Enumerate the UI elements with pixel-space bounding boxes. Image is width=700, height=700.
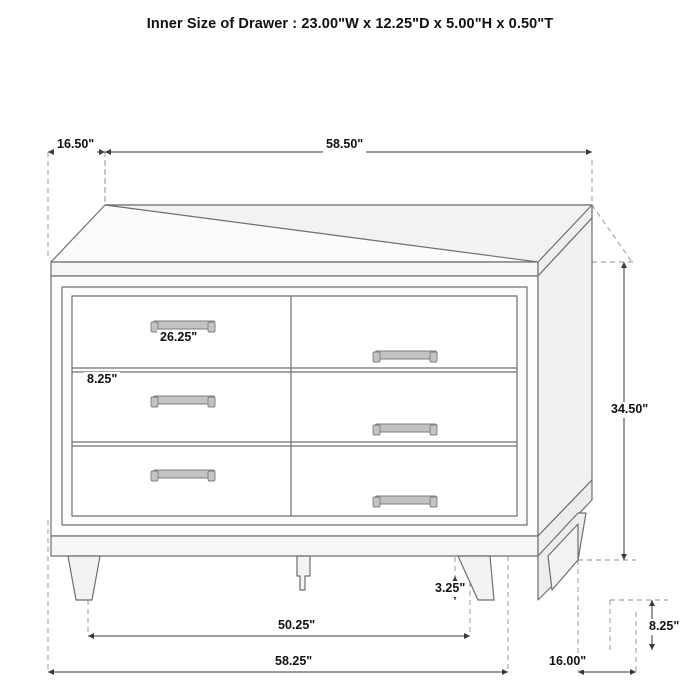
dim-label-overall-depth: 16.00" — [546, 654, 589, 670]
dim-label-overall-width: 58.25" — [272, 654, 315, 670]
dim-label-depth-top: 16.50" — [54, 137, 97, 153]
page-title: Inner Size of Drawer : 23.00"W x 12.25"D x 5.00"H x 0.50"T — [146, 16, 554, 32]
dim-label-overall-height: 34.50" — [608, 402, 651, 418]
dim-label-leg-clearance: 3.25" — [432, 581, 468, 597]
dim-label-base-inner-width: 50.25" — [275, 618, 318, 634]
dim-label-drawer-height: 8.25" — [84, 372, 120, 388]
dim-label-drawer-width: 26.25" — [157, 330, 200, 346]
dim-label-leg-height: 8.25" — [646, 619, 682, 635]
dim-label-width-top: 58.50" — [323, 137, 366, 153]
